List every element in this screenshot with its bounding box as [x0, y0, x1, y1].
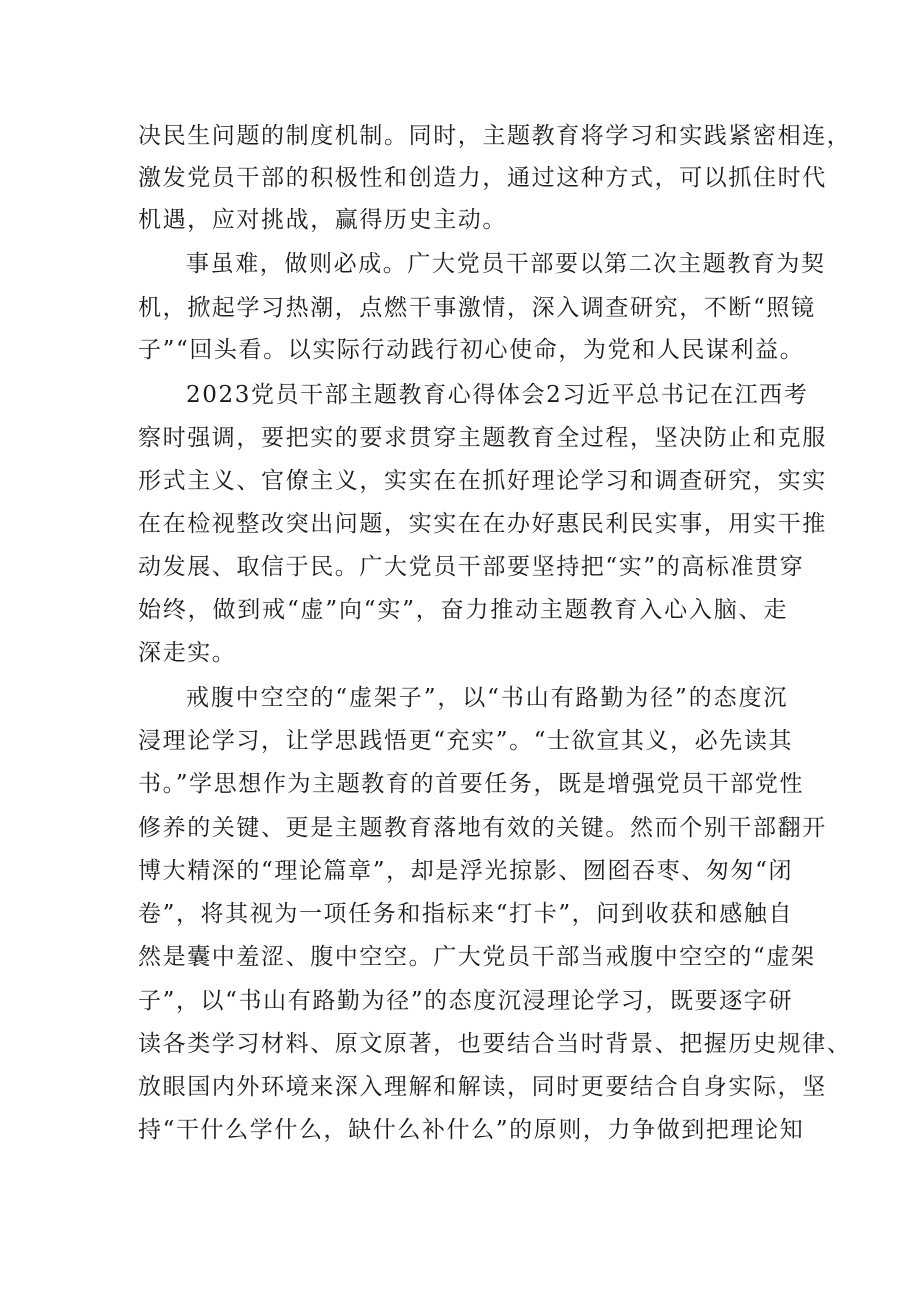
text-line: 然是囊中羞涩、腹中空空。广大党员干部当戒腹中空空的“虚架 — [138, 944, 816, 970]
text-line: 激发党员干部的积极性和创造力，通过这种方式，可以抓住时代 — [138, 165, 827, 191]
text-line: 放眼国内外环境来深入理解和解读，同时更要结合自身实际，坚 — [138, 1074, 827, 1100]
text-line: 始终，做到戒“虚”向“实”，奋力推动主题教育入心入脑、走 — [138, 597, 788, 623]
text-line: 形式主义、官僚主义，实实在在抓好理论学习和调查研究，实实 — [138, 468, 827, 494]
text-line: 书。”学思想作为主题教育的首要任务，既是增强党员干部党性 — [138, 771, 805, 797]
text-line: 深走实。 — [138, 640, 237, 666]
paragraph-first-line: 事虽难，做则必成。广大党员干部要以第二次主题教育为契 — [186, 251, 826, 277]
text-line: 动发展、取信于民。广大党员干部要坚持把“实”的高标准贯穿 — [138, 554, 805, 580]
text-line: 机，掀起学习热潮，点燃干事激情，深入调查研究，不断“照镜 — [138, 295, 816, 321]
text-line: 决民生问题的制度机制。同时，主题教育将学习和实践紧密相连， — [138, 123, 852, 149]
text-line: 修养的关键、更是主题教育落地有效的关键。然而个别干部翻开 — [138, 815, 827, 841]
text-line: 察时强调，要把实的要求贯穿主题教育全过程，坚决防止和克服 — [138, 425, 827, 451]
text-line: 在在检视整改突出问题，实实在在办好惠民利民实事，用实干推 — [138, 511, 827, 537]
text-line: 读各类学习材料、原文原著，也要结合当时背景、把握历史规律、 — [138, 1031, 852, 1057]
text-line: 卷”，将其视为一项任务和指标来“打卡”，问到收获和感触自 — [138, 901, 794, 927]
text-line: 机遇，应对挑战，赢得历史主动。 — [138, 207, 507, 233]
text-line: 子”“回头看。以实际行动践行初心使命，为党和人民谋利益。 — [138, 337, 805, 363]
text-line: 持“干什么学什么，缺什么补什么”的原则，力争做到把理论知 — [138, 1117, 805, 1143]
text-line: 博大精深的“理论篇章”，却是浮光掠影、囫囵吞枣、匆匆“闭 — [138, 858, 794, 884]
text-line: 浸理论学习，让学思践悟更“充实”。“士欲宣其义，必先读其 — [138, 728, 794, 754]
text-line: 子”，以“书山有路勤为径”的态度沉浸理论学习，既要逐字研 — [138, 988, 794, 1014]
paragraph-first-line: 2023党员干部主题教育心得体会2习近平总书记在江西考 — [186, 382, 809, 408]
paragraph-first-line: 戒腹中空空的“虚架子”，以“书山有路勤为径”的态度沉 — [186, 685, 788, 711]
